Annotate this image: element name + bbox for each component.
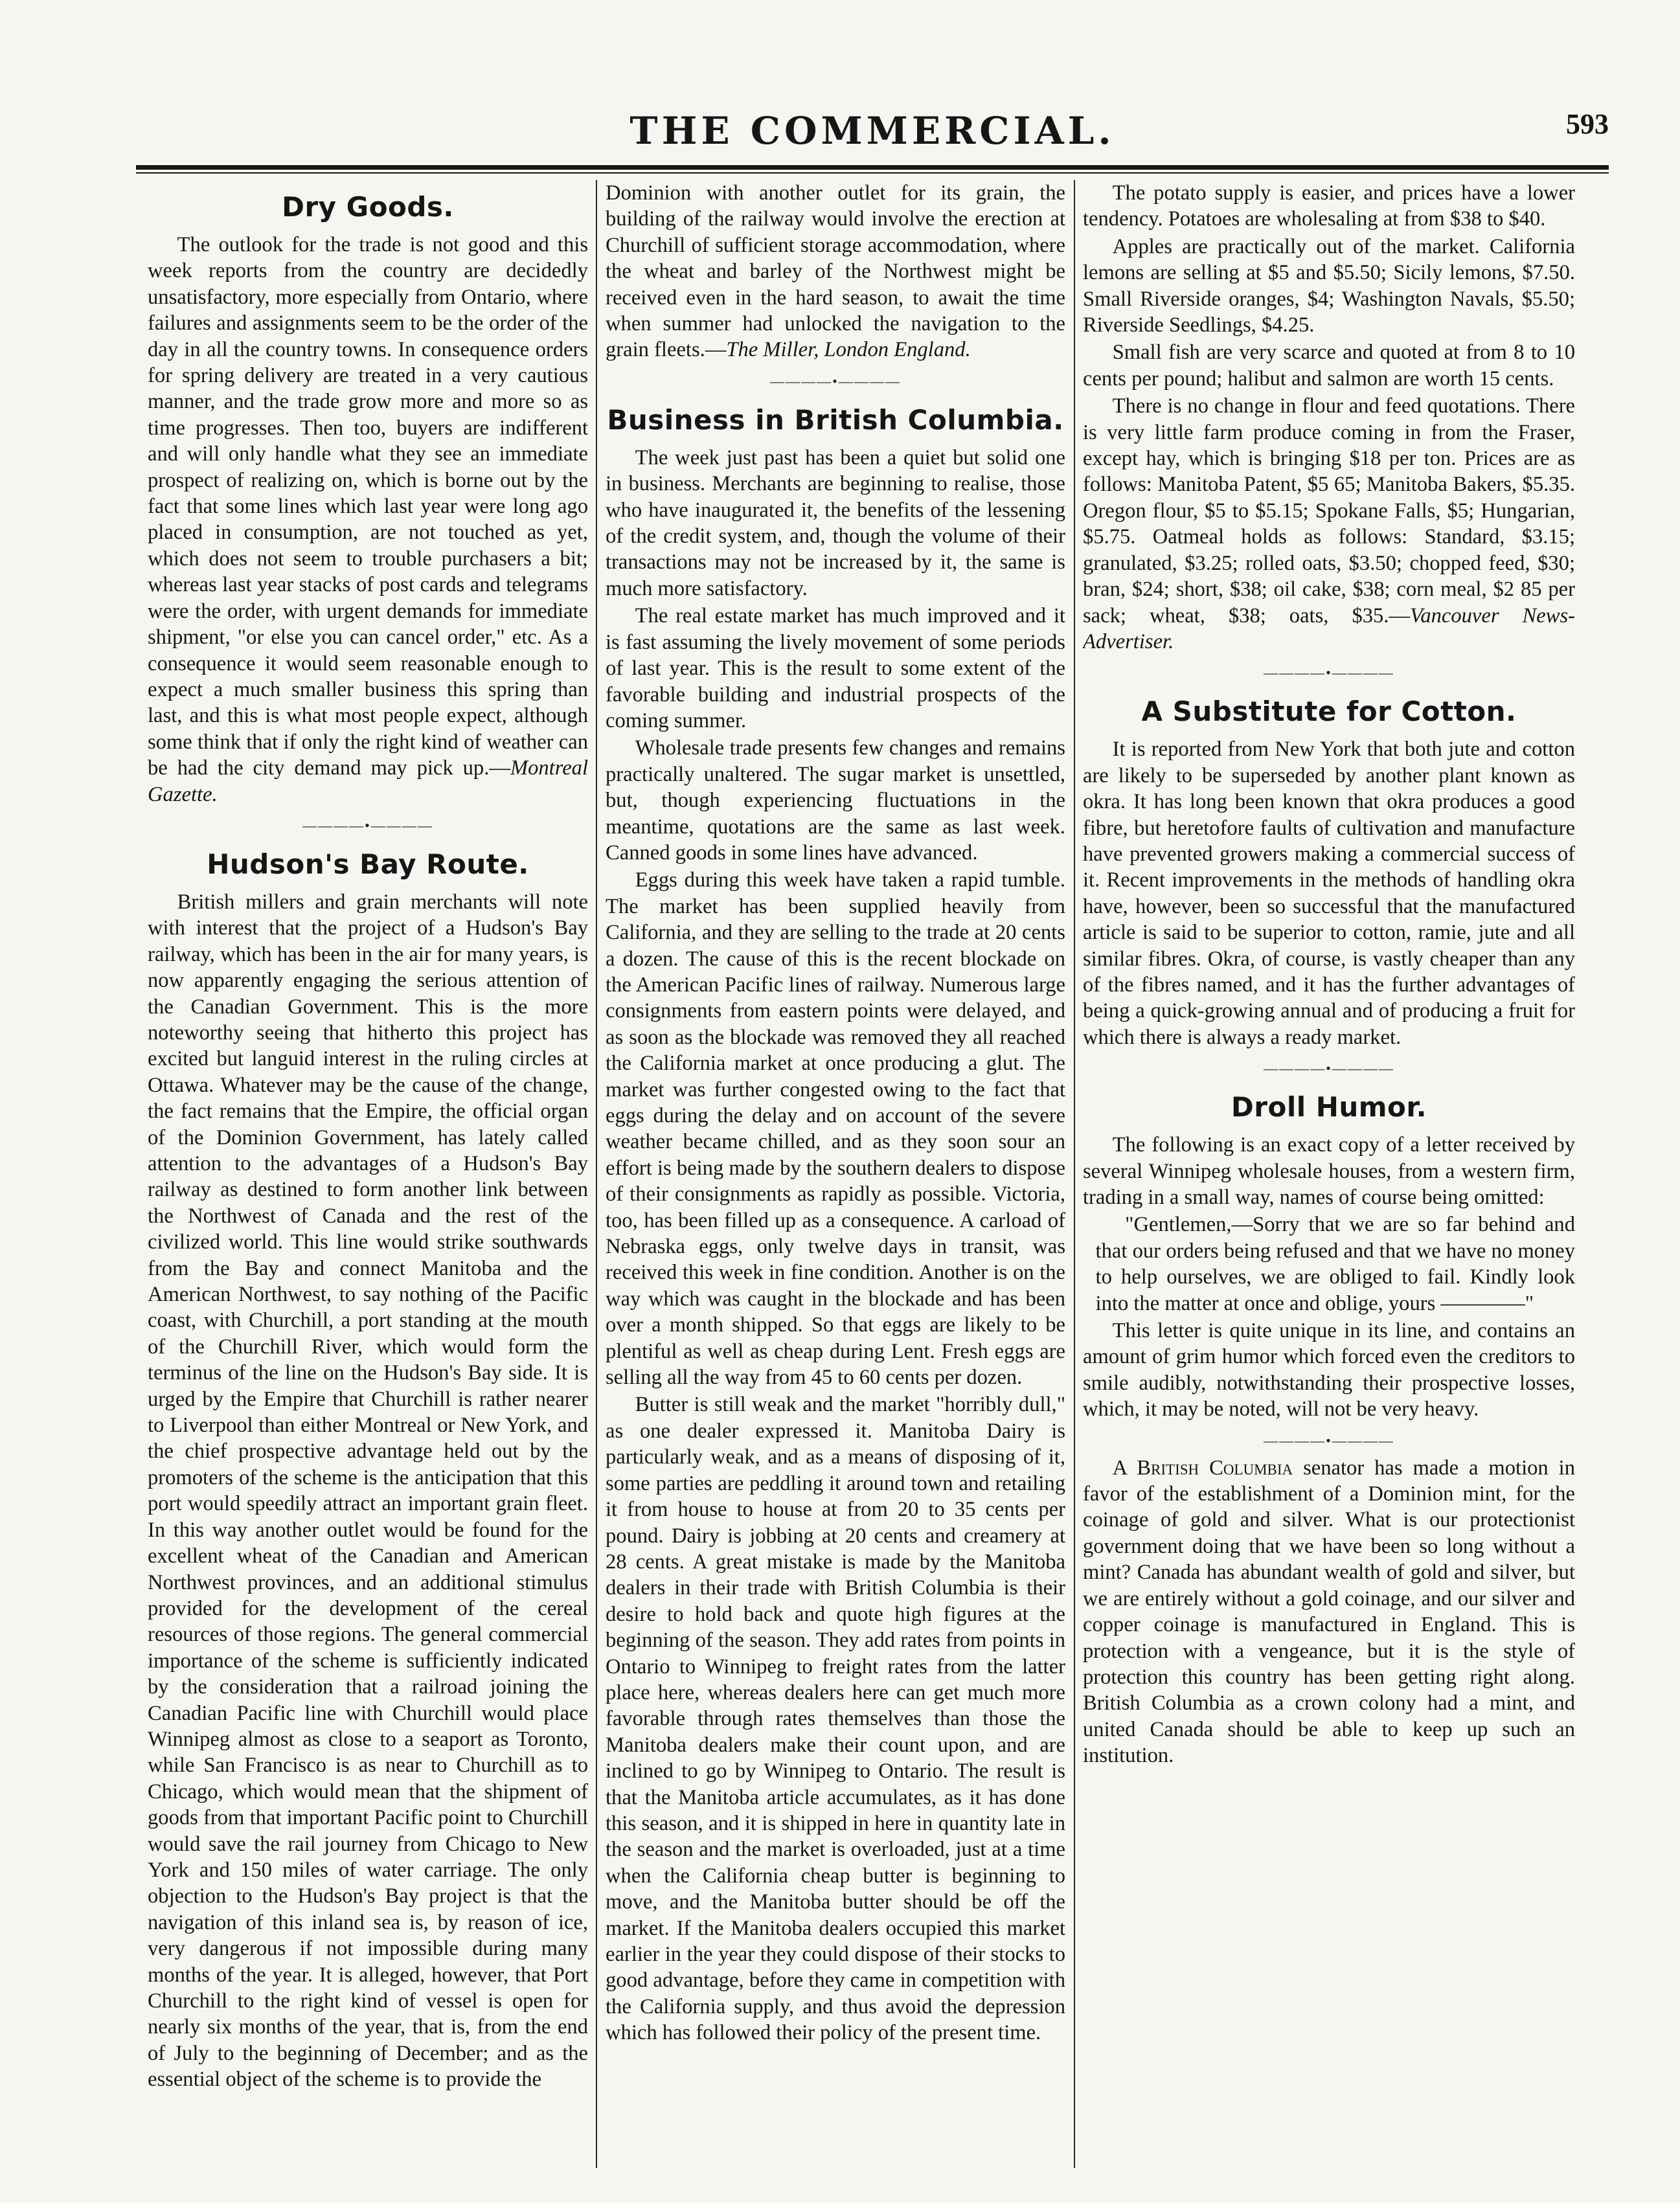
article-paragraph: The following is an exact copy of a letter received by several Winnipeg wholesale houses, from a western firm, trading in a small way, names of course being omitted: xyxy=(1083,1133,1575,1209)
article-heading-dry-goods: Dry Goods. xyxy=(282,191,454,223)
article-heading-hudsons-bay: Hudson's Bay Route. xyxy=(207,848,529,880)
article-heading-british-columbia: Business in British Columbia. xyxy=(607,403,1064,436)
article-paragraph: The potato supply is easier, and prices have a lower tendency. Potatoes are wholesaling at from $38 to $40. xyxy=(1083,181,1575,231)
section-separator: ————•———— xyxy=(1264,1060,1394,1077)
article-paragraph: Apples are practically out of the market. California lemons are selling at $5 and $5.50; Sicily lemons, $7.50. Small Riverside oranges, $4; Washington Navals, $5.50; Riverside Seedlings, $4.25. xyxy=(1083,234,1575,337)
quoted-letter: "Gentlemen,—Sorry that we are so far behind and that our orders being refused and that we have no money to help ourselves, we are obliged to fail. Kindly look into the matter at once and oblige, yours ————" xyxy=(1095,1213,1575,1315)
column-divider xyxy=(596,180,597,2168)
section-separator: ————•———— xyxy=(302,817,433,833)
article-paragraph: British millers and grain merchants will note with interest that the project of a Hudson's Bay railway, which has been in the air for many years, is now apparently engaging the serious attention of the Canadian Government. This is the more noteworthy seeing that hitherto this project has excited but languid interest in the ruling circles at Ottawa. Whatever may be the cause of the change, the fact remains that the Empire, the official organ of the Dominion Government, has lately called attention to the advantages of a Hudson's Bay railway as destined to form another link between the Northwest of Canada and the rest of the civilized world. This line would strike southwards from the Bay and connect Manitoba and the American Northwest, to say nothing of the Pacific coast, with Churchill, a port standing at the mouth of the Churchill River, which would form the terminus of the line on the Hudson's Bay side. It is urged by the Empire that Churchill is rather nearer to Liverpool than either Montreal or New York, and the chief prospective advantage held out by the promoters of the scheme is the anticipation that this port would speedily attract an important grain fleet. In this way another outlet would be found for the excellent wheat of the Canadian and American Northwest provinces, and an additional stimulus provided for the development of the cereal resources of those regions. The general commercial importance of the scheme is sufficiently indicated by the consideration that a railroad joining the Canadian Pacific line with Churchill would place Winnipeg almost as close to a seaport as Toronto, while San Francisco is as near to Churchill as to Chicago, which would mean that the shipment of goods from that important Pacific point to Churchill would save the rail journey from Chicago to New York and 150 miles of water carriage. The only objection to the Hudson's Bay project is that the navigation of this inland sea is, by reason of ice, very dangerous if not impossible during many months of the year. It is alleged, however, that Port Churchill to the right kind of vessel is open for nearly six months of the year, that is, from the end of July to the beginning of December; and as the essential object of the scheme is to provide the xyxy=(148,890,588,2092)
newspaper-title: THE COMMERCIAL. xyxy=(630,109,1115,153)
section-separator: ————•———— xyxy=(770,372,901,389)
section-separator: ————•———— xyxy=(1264,664,1394,681)
article-paragraph: The real estate market has much improved and it is fast assuming the lively movement of some periods of last year. This is the result to some extent of the favorable building and industrial prospects of the coming summer. xyxy=(606,604,1065,732)
lead-in: A British Columbia xyxy=(1112,1456,1293,1480)
article-paragraph: The week just past has been a quiet but solid one in business. Merchants are beginning to realise, those who have inaugurated it, the benefits of the lessening of the credit system, and, though the volume of their transactions may not be increased by it, the same is much more satisfactory. xyxy=(606,446,1065,600)
article-heading-cotton: A Substitute for Cotton. xyxy=(1141,695,1517,728)
masthead-rule xyxy=(136,165,1609,170)
source-credit: Montreal Gazette. xyxy=(148,756,588,806)
article-paragraph: It is reported from New York that both jute and cotton are likely to be superseded by another plant known as okra. It has long been known that okra produces a good fibre, but heretofore faults of cultivation and manufacture have prevented growers making a commercial success of it. Recent improvements in the methods of handling okra have, however, been so successful that the manufactured article is said to be superior to cotton, ramie, jute and all similar fibres. Okra, of course, is vastly cheaper than any of the fibres named, and it has the further advantages of being a quick-growing annual and of producing a fruit for which there is always a ready market. xyxy=(1083,738,1575,1049)
article-paragraph: The outlook for the trade is not good and this week reports from the country are decidedly unsatisfactory, more especially from Ontario, where failures and assignments seem to be the order of the day in all the country towns. In consequence orders for spring delivery are treated in a very cautious manner, and the trade grow more and more so as time progresses. Then too, buyers are indifferent and will only handle what they see an immediate prospect of realizing on, which is borne out by the fact that some lines which last year were long ago placed in consumption, are not touched as yet, which does not seem to trouble purchasers a bit; whereas last year stacks of post cards and telegrams were the order, with urgent demands for immediate shipment, "or else you can cancel order," etc. As a consequence it would seem reasonable enough to expect a much smaller business this spring than last, and this is what most people expect, although some think that if only the right kind of weather can be had the city demand may pick up.—Montreal Gazette. xyxy=(148,233,588,806)
article-paragraph: Butter is still weak and the market "horribly dull," as one dealer expressed it. Manitoba Dairy is particularly weak, and as a means of disposing of it, some parties are peddling it around town and retailing it from house to house at from 20 to 35 cents per pound. Dairy is jobbing at 20 cents and creamery at 28 cents. A great mistake is made by the Manitoba dealers in their trade with British Columbia is their desire to hold back and quote high figures at the beginning of the season. They add rates from points in Ontario to Winnipeg to freight rates from the latter place here, whereas dealers here can get much more favorable through rates themselves than those the Manitoba dealers make their count upon, and are inclined to go by Winnipeg to Ontario. The result is that the Manitoba article accumulates, as it has done this season, and it is shipped in here in quantity late in the season and the market is overloaded, just at a time when the California cheap butter is beginning to move, and the Manitoba butter should be off the market. If the Manitoba dealers occupied this market earlier in the year they could dispose of their stocks to good advantage, before they came in competition with the California supply, and thus avoid the depression which has followed their policy of the present time. xyxy=(606,1393,1065,2045)
masthead xyxy=(136,84,1609,162)
article-paragraph: Eggs during this week have taken a rapid tumble. The market has been supplied heavily from California, and they are selling to the trade at 20 cents a dozen. The cause of this is the recent blockade on the American Pacific lines of railway. Numerous large consignments from eastern points were delayed, and as soon as the blockade was removed they all reached the California market at once producing a glut. The market was further congested owing to the fact that eggs during the delay and on account of the severe weather became chilled, and as they soon sour an effort is being made by the southern dealers to dispose of their consignments as rapidly as possible. Victoria, too, has been filled up as a consequence. A carload of Nebraska eggs, only twelve days in transit, was received this week in fine condition. Another is on the way which was caught in the blockade and has been over a month shipped. So that eggs are likely to be plentiful as well as cheap during Lent. Fresh eggs are selling all the way from 45 to 60 cents per dozen. xyxy=(606,868,1065,1390)
article-paragraph: Wholesale trade presents few changes and remains practically unaltered. The sugar market is unsettled, but, though experiencing fluctuations in the meantime, quotations are the same as last week. Canned goods in some lines have advanced. xyxy=(606,736,1065,864)
article-heading-droll-humor: Droll Humor. xyxy=(1231,1091,1427,1124)
article-paragraph: There is no change in flour and feed quotations. There is very little farm produce coming in from the Fraser, except hay, which is bringing $18 per ton. Prices are as follows: Manitoba Patent, $5 65; Manitoba Bakers, $5.35. Oregon flour, $5 to $5.15; Spokane Falls, $5; Hungarian, $5.75. Oatmeal holds as follows: Standard, $3.15; granulated, $3.25; rolled oats, $3.50; chopped feed, $30; bran, $24; short, $38; oil cake, $38; corn meal, $2 85 per sack; wheat, $38; oats, $35.—Vancouver News-Advertiser. xyxy=(1083,394,1575,653)
column-3 xyxy=(1083,180,1575,2168)
masthead-rule-thin xyxy=(136,172,1609,174)
column-1 xyxy=(148,180,588,2168)
source-credit: The Miller, London England. xyxy=(726,338,971,362)
article-paragraph: This letter is quite unique in its line, and contains an amount of grim humor which forced even the creditors to smile audibly, notwithstanding their prospective losses, which, it may be noted, will not be very heavy. xyxy=(1083,1319,1575,1421)
section-separator: ————•———— xyxy=(1264,1432,1394,1449)
article-paragraph-mint: A British Columbia senator has made a motion in favor of the establishment of a Dominion mint, for the coinage of gold and silver. What is our protectionist government doing that we have been so long without a mint? Canada has abundant wealth of gold and silver, but we are entirely without a gold coinage, and our silver and copper coinage is manufactured in England. This is protection with a vengeance, but it is the style of protection this country has been getting right along. British Columbia as a crown colony had a mint, and united Canada should be able to keep up such an institution. xyxy=(1083,1456,1575,1768)
article-paragraph: Small fish are very scarce and quoted at from 8 to 10 cents per pound; halibut and salmon are worth 15 cents. xyxy=(1083,341,1575,390)
source-credit: Vancouver News-Advertiser. xyxy=(1083,604,1575,653)
column-divider xyxy=(1074,180,1075,2168)
column-2 xyxy=(606,180,1065,2168)
article-paragraph-continued: Dominion with another outlet for its grain, the building of the railway would involve the erection at Churchill of sufficient storage accommodation, where the wheat and barley of the Northwest might be received even in the hard season, to await the time when summer had unlocked the navigation to the grain fleets.—The Miller, London England. xyxy=(606,181,1065,362)
page-number: 593 xyxy=(1566,108,1609,140)
